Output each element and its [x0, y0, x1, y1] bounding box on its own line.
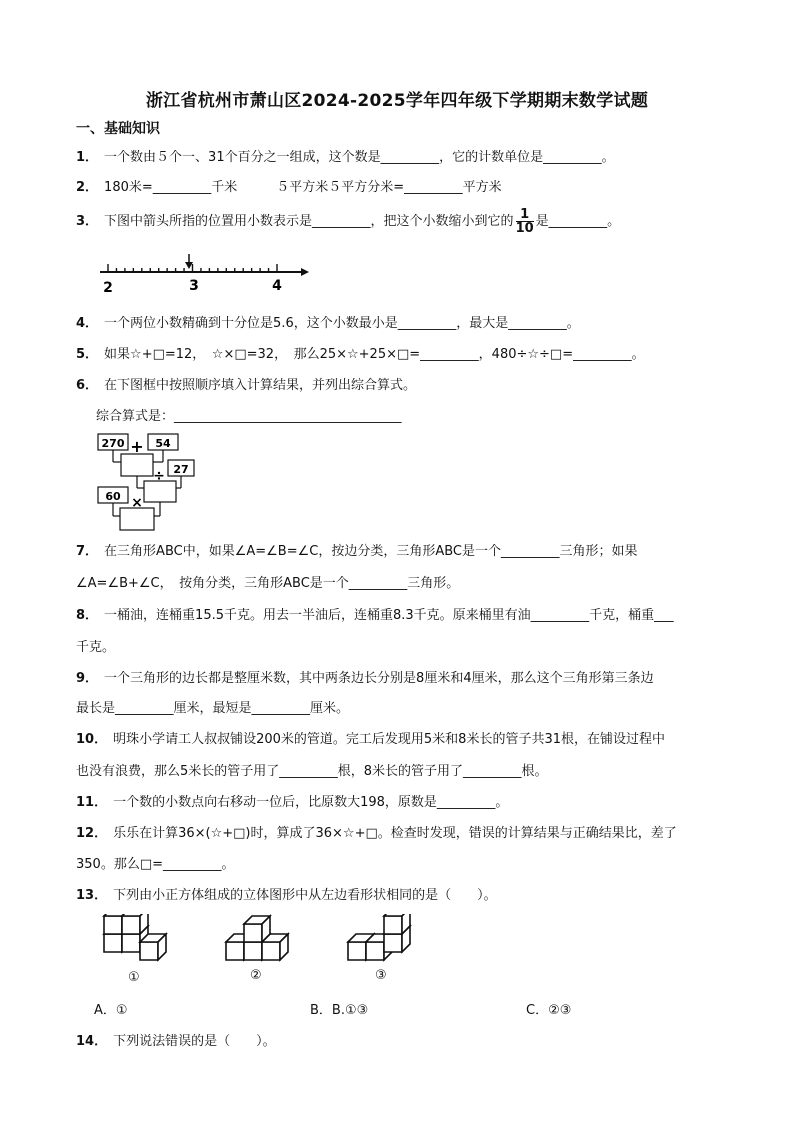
question-text: 一个三角形的边长都是整厘米数，其中两条边长分别是8厘米和4厘米，那么这个三角形第三条边: [104, 671, 654, 686]
question-number: 12．: [76, 826, 108, 841]
question-7-line2: ∠A=∠B+∠C， 按角分类，三角形ABC是一个_________三角形。: [76, 576, 460, 591]
question-text: 一个数由５个一、31个百分之一组成，这个数是_________，它的计数单位是_________。: [104, 150, 615, 165]
question-number: 11．: [76, 795, 108, 810]
question-text: 下列由小正方体组成的立体图形中从左边看形状相同的是（ ）。: [113, 888, 497, 903]
diagram-num-54: 54: [155, 437, 171, 450]
times-operator: ×: [131, 495, 143, 511]
question-text-b: 是_________。: [535, 214, 621, 229]
figure-1: [104, 914, 166, 960]
question-8-line2: 千克。: [76, 640, 116, 655]
question-text: 在三角形ABC中，如果∠A=∠B=∠C，按边分类，三角形ABC是一个_________三角形；如果: [104, 544, 638, 559]
question-number: 9．: [76, 671, 99, 686]
tick-label-4: 4: [272, 278, 282, 294]
fraction-denominator: 10: [515, 221, 534, 236]
question-13: [76, 884, 497, 903]
diagram-num-270: 270: [101, 437, 125, 450]
section-heading: 一、基础知识: [76, 121, 160, 137]
question-number: 1．: [76, 150, 99, 165]
question-number: 2．: [76, 180, 99, 195]
question-11: [76, 791, 508, 810]
question-number: 10．: [76, 732, 108, 747]
question-text: 如果☆+□=12， ☆×□=32， 那么25×☆+25×□=_________，480÷☆÷□=_________。: [104, 347, 645, 362]
question-text: 一个两位小数精确到十分位是5.6，这个小数最小是_________，最大是_________。: [104, 316, 580, 331]
question-number: 3．: [76, 214, 99, 229]
option-b: B．B.①③: [310, 1003, 369, 1018]
question-number: 6．: [76, 378, 99, 393]
formula-label: 综合算式是：___________________________________: [96, 409, 402, 424]
question-2: [76, 176, 502, 195]
question-text: 一桶油，连桶重15.5千克。用去一半油后，连桶重8.3千克。原来桶里有油_________千克，桶重___: [104, 608, 674, 623]
page-title: 浙江省杭州市萧山区2024-2025学年四年级下学期期末数学试题: [145, 91, 649, 111]
question-9-line2: 最长是_________厘米，最短是_________厘米。: [76, 701, 350, 716]
question-3: [76, 208, 620, 235]
question-text-a: 下图中箭头所指的位置用小数表示是_________，把这个小数缩小到它的: [104, 214, 514, 229]
question-number: 8．: [76, 608, 99, 623]
question-number: 7．: [76, 544, 99, 559]
figure-caption-2: ②: [250, 968, 262, 983]
question-4: [76, 312, 580, 331]
figure-3: [348, 914, 410, 960]
question-12-line1: [76, 822, 677, 841]
question-8-line1: [76, 604, 674, 623]
calculation-diagram: [96, 432, 206, 532]
option-c: C．②③: [526, 1003, 572, 1018]
question-10-line1: [76, 728, 665, 747]
question-text: 下列说法错误的是（ ）。: [113, 1034, 276, 1049]
question-10-line2: 也没有浪费，那么5米长的管子用了_________根，8米长的管子用了_________根。: [76, 764, 548, 779]
question-number: 14．: [76, 1034, 108, 1049]
question-1: [76, 146, 615, 165]
number-line: [96, 250, 316, 296]
figure-caption-3: ③: [375, 968, 387, 983]
diagram-num-60: 60: [105, 490, 121, 503]
question-7-line1: [76, 540, 638, 559]
cube-figures: [100, 914, 430, 970]
question-text: 在下图框中按照顺序填入计算结果，并列出综合算式。: [104, 378, 417, 393]
tick-label-2: 2: [103, 280, 113, 296]
plus-operator: +: [130, 437, 144, 456]
question-12-line2: 350。那么□=_________。: [76, 857, 235, 872]
question-14: [76, 1030, 276, 1049]
question-text: 180米=_________千米 ５平方米５平方分米=_________平方米: [104, 180, 502, 195]
figure-2: [226, 916, 288, 960]
figure-caption-1: ①: [128, 970, 140, 985]
question-9-line1: [76, 667, 654, 686]
question-number: 13．: [76, 888, 108, 903]
tick-label-3: 3: [189, 278, 199, 294]
diagram-num-27: 27: [173, 463, 189, 476]
divide-operator: ÷: [153, 468, 165, 484]
number-line-ticks: [108, 264, 277, 272]
question-text: 乐乐在计算36×(☆+□)时，算成了36×☆+□。检查时发现，错误的计算结果与正确结果比，差了: [113, 826, 677, 841]
question-number: 4．: [76, 316, 99, 331]
option-a: A．①: [94, 1003, 128, 1018]
question-number: 5．: [76, 347, 99, 362]
fraction: [516, 208, 534, 235]
fraction-numerator: 1: [516, 208, 534, 222]
question-6: [76, 374, 416, 393]
question-5: [76, 343, 645, 362]
question-text: 明珠小学请工人叔叔铺设200米的管道。完工后发现用5米和8米长的管子共31根，在铺设过程中: [113, 732, 665, 747]
question-text: 一个数的小数点向右移动一位后，比原数大198，原数是_________。: [113, 795, 509, 810]
